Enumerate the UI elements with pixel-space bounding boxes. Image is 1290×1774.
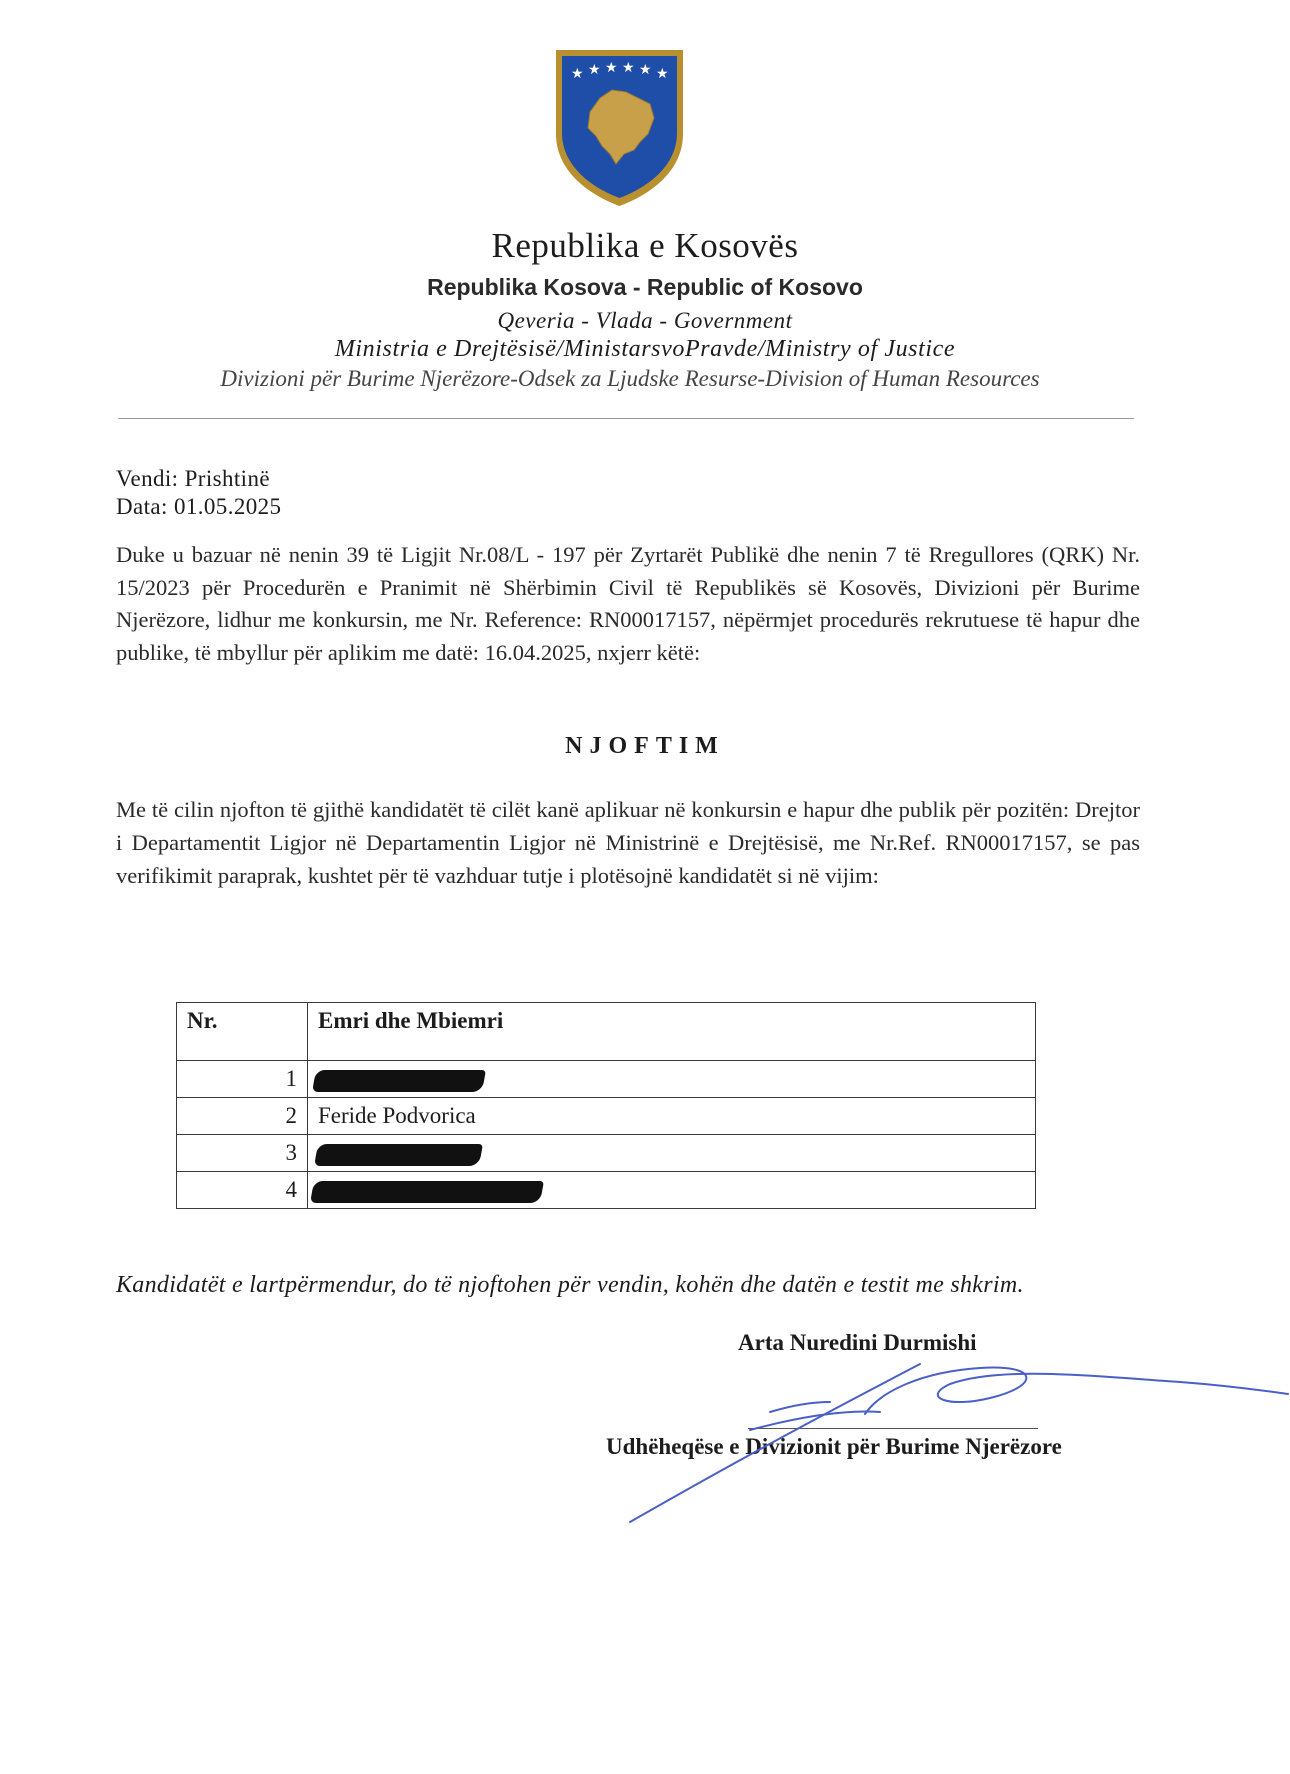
candidate-name-redacted [308,1061,1036,1098]
notice-paragraph: Me të cilin njofton të gjithë kandidatët të cilët kanë aplikuar në konkursin e hapur dhe publik për pozitën: Drejtor i Departamentit Ligjor në Departamentin Ligjor në Ministrinë e Drejtësisë, me Nr.Ref. RN00017157, se pas verifikimit paraprak, kushtet për të vazhduar tutje i plotësojnë kandidatët si në vijim: [116,797,1140,888]
table-row [177,1135,1036,1172]
redaction-mark [310,1181,544,1203]
signer-name: Arta Nuredini Durmishi [738,1330,977,1355]
row-number: 3 [177,1135,308,1172]
government-line: Qeveria - Vlada - Government [497,308,793,333]
row-number: 2 [177,1098,308,1135]
republic-title: Republika e Kosovës [491,226,799,265]
closing-statement: Kandidatët e lartpërmendur, do të njoftohen për vendin, kohën dhe datën e testit me shkrim. [116,1272,1024,1298]
table-row [177,1098,1036,1135]
candidate-name: Feride Podvorica [308,1098,1036,1135]
svg-text:★: ★ [656,66,669,82]
notice-heading: NJOFTIM [565,733,725,759]
signer-role: Udhëheqëse e Divizionit për Burime Njerëzore [606,1434,1062,1459]
svg-text:★: ★ [622,60,635,76]
candidates-table [176,1002,1036,1209]
kosovo-emblem-icon [552,46,687,210]
redaction-mark [314,1144,483,1166]
header-nr: Nr. [177,1003,308,1061]
svg-text:★: ★ [639,62,652,78]
svg-text:★: ★ [571,66,584,82]
table-row [177,1172,1036,1209]
handwritten-signature [620,1352,1290,1532]
date-line: Data: 01.05.2025 [116,494,282,519]
republic-subtitle: Republika Kosova - Republic of Kosovo [427,274,863,300]
candidate-name-redacted [308,1135,1036,1172]
svg-text:★: ★ [588,62,601,78]
candidate-name-redacted [308,1172,1036,1209]
table-header-row [177,1003,1036,1061]
ministry-line: Ministria e Drejtësisë/MinistarsvoPravde/Ministry of Justice [334,336,956,362]
division-line: Divizioni për Burime Njerëzore-Odsek za Ljudske Resurse-Division of Human Resources [220,366,1040,391]
table-row [177,1061,1036,1098]
header-name: Emri dhe Mbiemri [308,1003,1036,1061]
redaction-mark [312,1070,486,1092]
row-number: 1 [177,1061,308,1098]
intro-paragraph: Duke u bazuar në nenin 39 të Ligjit Nr.08/L - 197 për Zyrtarët Publikë dhe nenin 7 të Rregullores (QRK) Nr. 15/2023 për Procedurën e Pranimit në Shërbimin Civil të Republikës së Kosovës, Divizioni për Burime Njerëzore, lidhur me konkursin, me Nr. Reference: RN00017157, nëpërmjet procedurës rekrutuese të hapur dhe publike, të mbyllur për aplikim me datë: 16.04.2025, nxjerr këtë: [116,542,1140,665]
row-number: 4 [177,1172,308,1209]
place-line: Vendi: Prishtinë [116,466,270,491]
header-divider [118,418,1134,419]
svg-text:★: ★ [605,60,618,76]
